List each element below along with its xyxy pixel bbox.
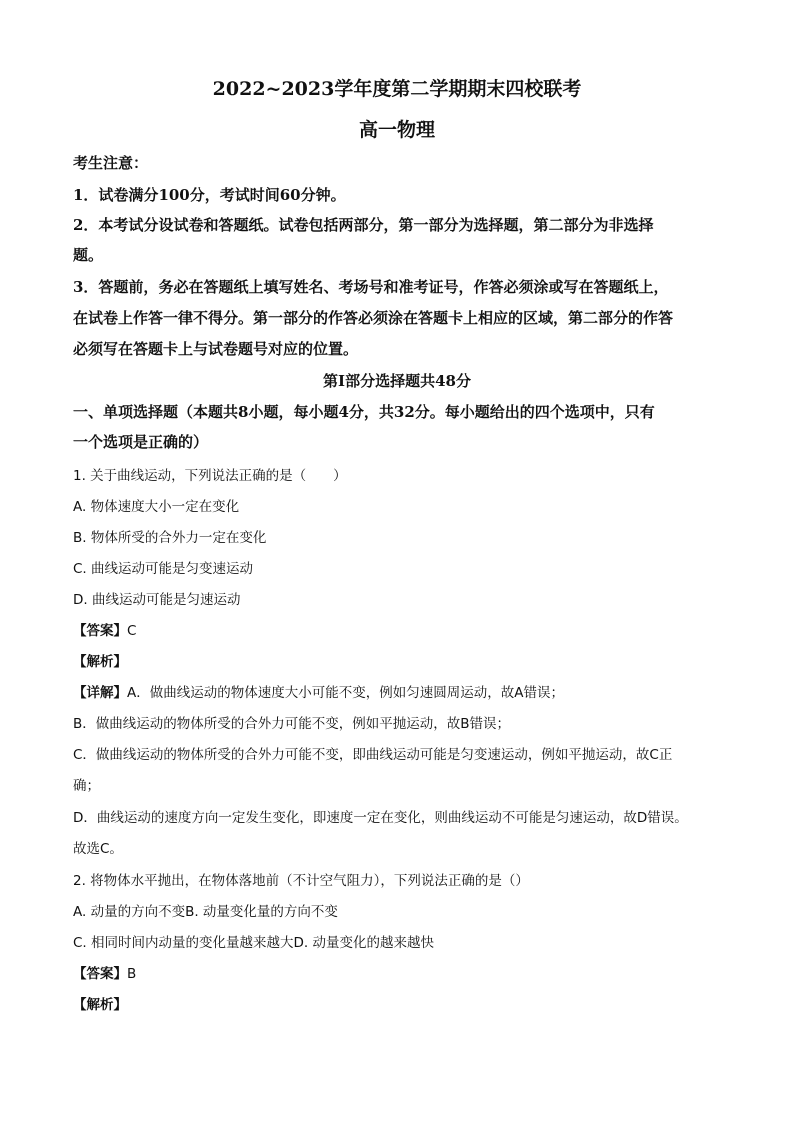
q1-option-b: B. 物体所受的合外力一定在变化 <box>73 530 267 546</box>
answer-value: C <box>127 623 137 639</box>
q1-analysis-tag: 【解析】 <box>73 654 127 670</box>
notice-item-3-cont1: 在试卷上作答一律不得分。第一部分的作答必须涂在答题卡上相应的区域，第二部分的作答 <box>73 309 674 327</box>
q1-answer <box>73 619 136 639</box>
answer-tag: 【答案】 <box>73 966 127 982</box>
q1-conclusion: 故选C。 <box>73 841 123 857</box>
q2-options-row2: C. 相同时间内动量的变化量越来越大D. 动量变化的越来越快 <box>73 935 434 951</box>
q2-answer <box>73 962 136 982</box>
q1-detail-2: B．做曲线运动的物体所受的合外力可能不变，例如平抛运动，故B错误； <box>73 716 511 732</box>
q1-detail-3: C．做曲线运动的物体所受的合外力可能不变，即曲线运动可能是匀变速运动，例如平抛运动，故C正 <box>73 747 673 763</box>
q1-detail-4: D．曲线运动的速度方向一定发生变化，即速度一定在变化，则曲线运动不可能是匀速运动，故D错误。 <box>73 810 688 826</box>
notice-item-3: 3．答题前，务必在答题纸上填写姓名、考场号和准考证号，作答必须涂或写在答题纸上， <box>73 278 669 296</box>
notice-item-2-cont: 题。 <box>73 246 104 264</box>
section-heading-cont: 一个选项是正确的） <box>73 433 209 451</box>
section-heading: 一、单项选择题（本题共8小题，每小题4分，共32分。每小题给出的四个选项中，只有 <box>73 403 655 421</box>
notice-item-2: 2．本考试分设试卷和答题纸。试卷包括两部分，第一部分为选择题，第二部分为非选择 <box>73 216 654 234</box>
detail-text: A．做曲线运动的物体速度大小可能不变，例如匀速圆周运动，故A错误； <box>127 685 564 701</box>
answer-value: B <box>127 966 137 982</box>
notice-item-1: 1．试卷满分100分，考试时间60分钟。 <box>73 186 346 204</box>
q1-option-c: C. 曲线运动可能是匀变速运动 <box>73 561 254 577</box>
exam-subject: 高一物理 <box>358 119 435 141</box>
q1-stem: 1. 关于曲线运动，下列说法正确的是（ ） <box>73 468 347 484</box>
q2-stem: 2. 将物体水平抛出，在物体落地前（不计空气阻力），下列说法正确的是（） <box>73 873 529 889</box>
q1-detail-3-cont: 确； <box>73 778 100 794</box>
q1-option-a: A. 物体速度大小一定在变化 <box>73 499 240 515</box>
answer-tag: 【答案】 <box>73 623 127 639</box>
exam-title: 2022~2023学年度第二学期期末四校联考 <box>212 78 582 100</box>
detail-tag: 【详解】 <box>73 685 127 701</box>
notice-heading: 考生注意： <box>73 154 149 172</box>
q1-option-d: D. 曲线运动可能是匀速运动 <box>73 592 241 608</box>
part1-title: 第Ⅰ部分选择题共48分 <box>323 372 471 390</box>
notice-item-3-cont2: 必须写在答题卡上与试卷题号对应的位置。 <box>73 340 359 358</box>
q2-options-row1: A. 动量的方向不变B. 动量变化量的方向不变 <box>73 904 338 920</box>
q1-detail-1 <box>73 681 564 701</box>
q2-analysis-tag: 【解析】 <box>73 997 127 1013</box>
